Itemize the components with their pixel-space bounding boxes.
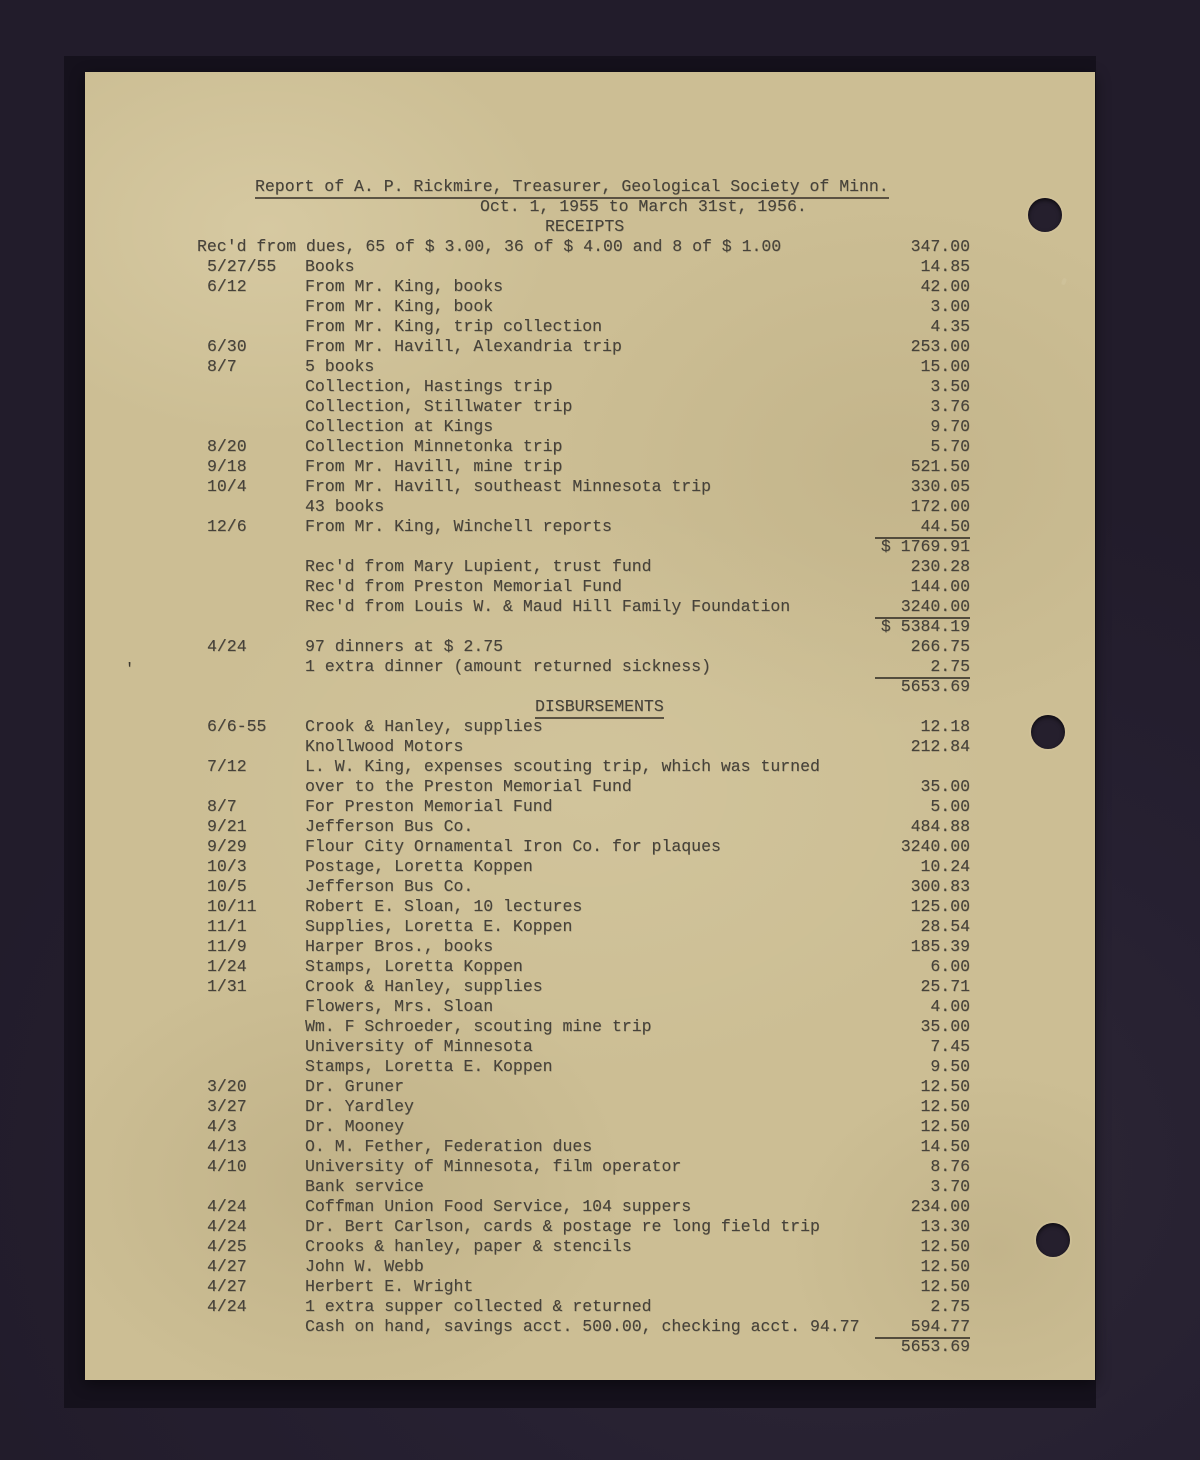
row-amount: 4.00 bbox=[930, 997, 970, 1016]
row-amount: 266.75 bbox=[910, 637, 970, 656]
row-amount: 7.45 bbox=[930, 1037, 970, 1056]
row-date: 6/30 bbox=[207, 337, 247, 356]
row-amount: 4.35 bbox=[930, 317, 970, 336]
row-amount: 9.70 bbox=[930, 417, 970, 436]
row-description: Postage, Loretta Koppen bbox=[305, 857, 533, 876]
report-title: Report of A. P. Rickmire, Treasurer, Geological Society of Minn. bbox=[255, 177, 1095, 197]
ledger-row bbox=[85, 1277, 1095, 1297]
row-description: Flowers, Mrs. Sloan bbox=[305, 997, 494, 1016]
row-description: University of Minnesota bbox=[305, 1037, 533, 1056]
row-amount: 3.50 bbox=[930, 377, 970, 396]
row-date: 4/10 bbox=[207, 1157, 247, 1176]
ledger-row bbox=[85, 357, 1095, 377]
ledger-row bbox=[85, 1177, 1095, 1197]
receipts-table bbox=[85, 237, 1095, 697]
ledger-row bbox=[85, 1117, 1095, 1137]
row-date: 4/25 bbox=[207, 1237, 247, 1256]
report-period: Oct. 1, 1955 to March 31st, 1956. bbox=[480, 197, 807, 216]
row-amount: 253.00 bbox=[910, 337, 970, 356]
ledger-row bbox=[85, 737, 1095, 757]
row-description: Flour City Ornamental Iron Co. for plaques bbox=[305, 837, 721, 856]
row-description: Crook & Hanley, supplies bbox=[305, 717, 543, 736]
row-description: Rec'd from Preston Memorial Fund bbox=[305, 577, 622, 596]
row-description: Crook & Hanley, supplies bbox=[305, 977, 543, 996]
row-amount: 12.50 bbox=[920, 1277, 970, 1296]
ledger-row bbox=[85, 1077, 1095, 1097]
row-amount: 5653.69 bbox=[900, 677, 970, 696]
row-description: Collection Minnetonka trip bbox=[305, 437, 563, 456]
disbursements-table bbox=[85, 717, 1095, 1357]
row-amount: 42.00 bbox=[920, 277, 970, 296]
ledger-row bbox=[85, 257, 1095, 277]
row-date: 4/24 bbox=[207, 1197, 247, 1216]
ledger-row bbox=[85, 437, 1095, 457]
row-amount: 3.76 bbox=[930, 397, 970, 416]
row-amount: 12.50 bbox=[920, 1117, 970, 1136]
ledger-row bbox=[85, 297, 1095, 317]
ledger-row bbox=[85, 1317, 1095, 1337]
row-date: 1/31 bbox=[207, 977, 247, 996]
ledger-row bbox=[85, 797, 1095, 817]
ledger-row bbox=[85, 397, 1095, 417]
document-page bbox=[85, 72, 1095, 1380]
row-description: Herbert E. Wright bbox=[305, 1277, 474, 1296]
row-description: Cash on hand, savings acct. 500.00, checking acct. 94.77 bbox=[305, 1317, 860, 1336]
row-description: Robert E. Sloan, 10 lectures bbox=[305, 897, 583, 916]
row-description: 1 extra dinner (amount returned sickness) bbox=[305, 657, 711, 676]
row-description: Collection at Kings bbox=[305, 417, 494, 436]
ledger-row bbox=[85, 377, 1095, 397]
row-amount: 5.00 bbox=[930, 797, 970, 816]
row-description: Collection, Stillwater trip bbox=[305, 397, 573, 416]
row-amount: $ 1769.91 bbox=[880, 537, 970, 556]
row-date: 1/24 bbox=[207, 957, 247, 976]
row-description: Crooks & hanley, paper & stencils bbox=[305, 1237, 632, 1256]
row-amount: 125.00 bbox=[910, 897, 970, 916]
ledger-row bbox=[85, 637, 1095, 657]
row-date: 7/12 bbox=[207, 757, 247, 776]
report-content bbox=[85, 72, 1095, 1380]
ledger-row bbox=[85, 1237, 1095, 1257]
row-amount: 12.50 bbox=[920, 1237, 970, 1256]
ledger-row bbox=[85, 757, 1095, 777]
row-description: Supplies, Loretta E. Koppen bbox=[305, 917, 573, 936]
row-amount: $ 5384.19 bbox=[880, 617, 970, 636]
row-date: 6/6-55 bbox=[207, 717, 267, 736]
row-amount: 594.77 bbox=[875, 1317, 970, 1339]
row-date: 10/4 bbox=[207, 477, 247, 496]
ledger-row bbox=[85, 537, 1095, 557]
row-description: 43 books bbox=[305, 497, 385, 516]
row-date: 8/20 bbox=[207, 437, 247, 456]
ledger-row bbox=[85, 1217, 1095, 1237]
row-description: From Mr. King, trip collection bbox=[305, 317, 603, 336]
row-description: From Mr. King, books bbox=[305, 277, 504, 296]
row-amount: 185.39 bbox=[910, 937, 970, 956]
ledger-row bbox=[85, 657, 1095, 677]
ledger-row bbox=[85, 417, 1095, 437]
row-amount: 12.50 bbox=[920, 1257, 970, 1276]
row-amount: 521.50 bbox=[910, 457, 970, 476]
row-description: Rec'd from dues, 65 of $ 3.00, 36 of $ 4.00 and 8 of $ 1.00 bbox=[197, 237, 782, 256]
row-description: 5 books bbox=[305, 357, 375, 376]
ledger-row bbox=[85, 1097, 1095, 1117]
row-amount: 12.18 bbox=[920, 717, 970, 736]
row-description: Rec'd from Louis W. & Maud Hill Family Foundation bbox=[305, 597, 791, 616]
row-date: 10/11 bbox=[207, 897, 257, 916]
row-date: 8/7 bbox=[207, 357, 237, 376]
ledger-row bbox=[85, 1037, 1095, 1057]
row-amount: 2.75 bbox=[930, 1297, 970, 1316]
row-amount: 3240.00 bbox=[875, 597, 970, 619]
row-date: 9/21 bbox=[207, 817, 247, 836]
row-amount: 14.85 bbox=[920, 257, 970, 276]
row-description: Knollwood Motors bbox=[305, 737, 464, 756]
row-description: Stamps, Loretta Koppen bbox=[305, 957, 523, 976]
row-amount: 15.00 bbox=[920, 357, 970, 376]
row-date: 4/24 bbox=[207, 1217, 247, 1236]
ledger-row bbox=[85, 917, 1095, 937]
ledger-row bbox=[85, 597, 1095, 617]
ledger-row bbox=[85, 1017, 1095, 1037]
row-amount: 35.00 bbox=[920, 777, 970, 796]
row-amount: 234.00 bbox=[910, 1197, 970, 1216]
row-date: 4/13 bbox=[207, 1137, 247, 1156]
row-description: Stamps, Loretta E. Koppen bbox=[305, 1057, 553, 1076]
row-description: From Mr. King, book bbox=[305, 297, 494, 316]
row-description: Collection, Hastings trip bbox=[305, 377, 553, 396]
row-description: 97 dinners at $ 2.75 bbox=[305, 637, 504, 656]
stray-ink-mark: ' bbox=[125, 661, 135, 678]
receipts-heading: RECEIPTS bbox=[545, 217, 625, 236]
row-description: From Mr. Havill, Alexandria trip bbox=[305, 337, 622, 356]
row-amount: 3.00 bbox=[930, 297, 970, 316]
row-date: 11/9 bbox=[207, 937, 247, 956]
row-amount: 230.28 bbox=[910, 557, 970, 576]
row-amount: 9.50 bbox=[930, 1057, 970, 1076]
row-description: Dr. Yardley bbox=[305, 1097, 414, 1116]
row-description: Harper Bros., books bbox=[305, 937, 494, 956]
row-date: 4/27 bbox=[207, 1277, 247, 1296]
row-date: 6/12 bbox=[207, 277, 247, 296]
ledger-row bbox=[85, 477, 1095, 497]
row-amount: 5.70 bbox=[930, 437, 970, 456]
row-description: From Mr. Havill, mine trip bbox=[305, 457, 563, 476]
row-amount: 2.75 bbox=[875, 657, 970, 679]
row-date: 4/27 bbox=[207, 1257, 247, 1276]
row-description: University of Minnesota, film operator bbox=[305, 1157, 682, 1176]
row-date: 11/1 bbox=[207, 917, 247, 936]
disbursements-heading: DISBURSEMENTS bbox=[535, 697, 1095, 717]
row-amount: 28.54 bbox=[920, 917, 970, 936]
ledger-row bbox=[85, 1057, 1095, 1077]
ledger-row bbox=[85, 1337, 1095, 1357]
ledger-row bbox=[85, 337, 1095, 357]
row-description: over to the Preston Memorial Fund bbox=[305, 777, 632, 796]
row-amount: 25.71 bbox=[920, 977, 970, 996]
row-date: 4/3 bbox=[207, 1117, 237, 1136]
ledger-row bbox=[85, 1197, 1095, 1217]
ledger-row bbox=[85, 717, 1095, 737]
row-description: From Mr. Havill, southeast Minnesota trip bbox=[305, 477, 711, 496]
row-description: Rec'd from Mary Lupient, trust fund bbox=[305, 557, 652, 576]
row-description: O. M. Fether, Federation dues bbox=[305, 1137, 593, 1156]
row-amount: 12.50 bbox=[920, 1077, 970, 1096]
ledger-row bbox=[85, 817, 1095, 837]
ledger-row bbox=[85, 237, 1095, 257]
row-amount: 35.00 bbox=[920, 1017, 970, 1036]
ledger-row bbox=[85, 837, 1095, 857]
row-date: 10/5 bbox=[207, 877, 247, 896]
row-description: Books bbox=[305, 257, 355, 276]
row-description: Jefferson Bus Co. bbox=[305, 817, 474, 836]
row-amount: 6.00 bbox=[930, 957, 970, 976]
row-date: 8/7 bbox=[207, 797, 237, 816]
ledger-row bbox=[85, 977, 1095, 997]
row-date: 12/6 bbox=[207, 517, 247, 536]
row-description: John W. Webb bbox=[305, 1257, 424, 1276]
row-description: Dr. Gruner bbox=[305, 1077, 405, 1096]
row-date: 4/24 bbox=[207, 637, 247, 656]
ledger-row bbox=[85, 1137, 1095, 1157]
ledger-row bbox=[85, 877, 1095, 897]
row-amount: 10.24 bbox=[920, 857, 970, 876]
ledger-row bbox=[85, 1297, 1095, 1317]
ledger-row bbox=[85, 677, 1095, 697]
row-amount: 212.84 bbox=[910, 737, 970, 756]
row-amount: 3240.00 bbox=[900, 837, 970, 856]
ledger-row bbox=[85, 517, 1095, 537]
row-date: 9/18 bbox=[207, 457, 247, 476]
row-description: Wm. F Schroeder, scouting mine trip bbox=[305, 1017, 652, 1036]
row-amount: 44.50 bbox=[875, 517, 970, 539]
ledger-row bbox=[85, 317, 1095, 337]
ledger-row bbox=[85, 857, 1095, 877]
row-amount: 484.88 bbox=[910, 817, 970, 836]
row-description: L. W. King, expenses scouting trip, which was turned bbox=[305, 757, 820, 776]
row-amount: 172.00 bbox=[910, 497, 970, 516]
ledger-row bbox=[85, 497, 1095, 517]
ledger-row bbox=[85, 1257, 1095, 1277]
ledger-row bbox=[85, 617, 1095, 637]
row-date: 4/24 bbox=[207, 1297, 247, 1316]
ledger-row bbox=[85, 897, 1095, 917]
row-description: From Mr. King, Winchell reports bbox=[305, 517, 612, 536]
row-date: 9/29 bbox=[207, 837, 247, 856]
row-amount: 5653.69 bbox=[900, 1337, 970, 1356]
row-amount: 300.83 bbox=[910, 877, 970, 896]
ledger-row bbox=[85, 997, 1095, 1017]
ledger-row bbox=[85, 277, 1095, 297]
row-description: Coffman Union Food Service, 104 suppers bbox=[305, 1197, 692, 1216]
row-date: 3/27 bbox=[207, 1097, 247, 1116]
row-description: Dr. Bert Carlson, cards & postage re long field trip bbox=[305, 1217, 820, 1236]
row-amount: 144.00 bbox=[910, 577, 970, 596]
row-description: 1 extra supper collected & returned bbox=[305, 1297, 652, 1316]
ledger-row bbox=[85, 577, 1095, 597]
row-amount: 347.00 bbox=[910, 237, 970, 256]
ledger-row bbox=[85, 1157, 1095, 1177]
row-description: Bank service bbox=[305, 1177, 424, 1196]
row-amount: 8.76 bbox=[930, 1157, 970, 1176]
ledger-row bbox=[85, 557, 1095, 577]
row-date: 3/20 bbox=[207, 1077, 247, 1096]
row-amount: 13.30 bbox=[920, 1217, 970, 1236]
row-description: Jefferson Bus Co. bbox=[305, 877, 474, 896]
row-date: 5/27/55 bbox=[207, 257, 277, 276]
ledger-row bbox=[85, 937, 1095, 957]
row-amount: 14.50 bbox=[920, 1137, 970, 1156]
row-amount: 330.05 bbox=[910, 477, 970, 496]
row-description: For Preston Memorial Fund bbox=[305, 797, 553, 816]
row-amount: 3.70 bbox=[930, 1177, 970, 1196]
row-description: Dr. Mooney bbox=[305, 1117, 405, 1136]
row-amount: 12.50 bbox=[920, 1097, 970, 1116]
ledger-row bbox=[85, 957, 1095, 977]
row-date: 10/3 bbox=[207, 857, 247, 876]
ledger-row bbox=[85, 777, 1095, 797]
ledger-row bbox=[85, 457, 1095, 477]
